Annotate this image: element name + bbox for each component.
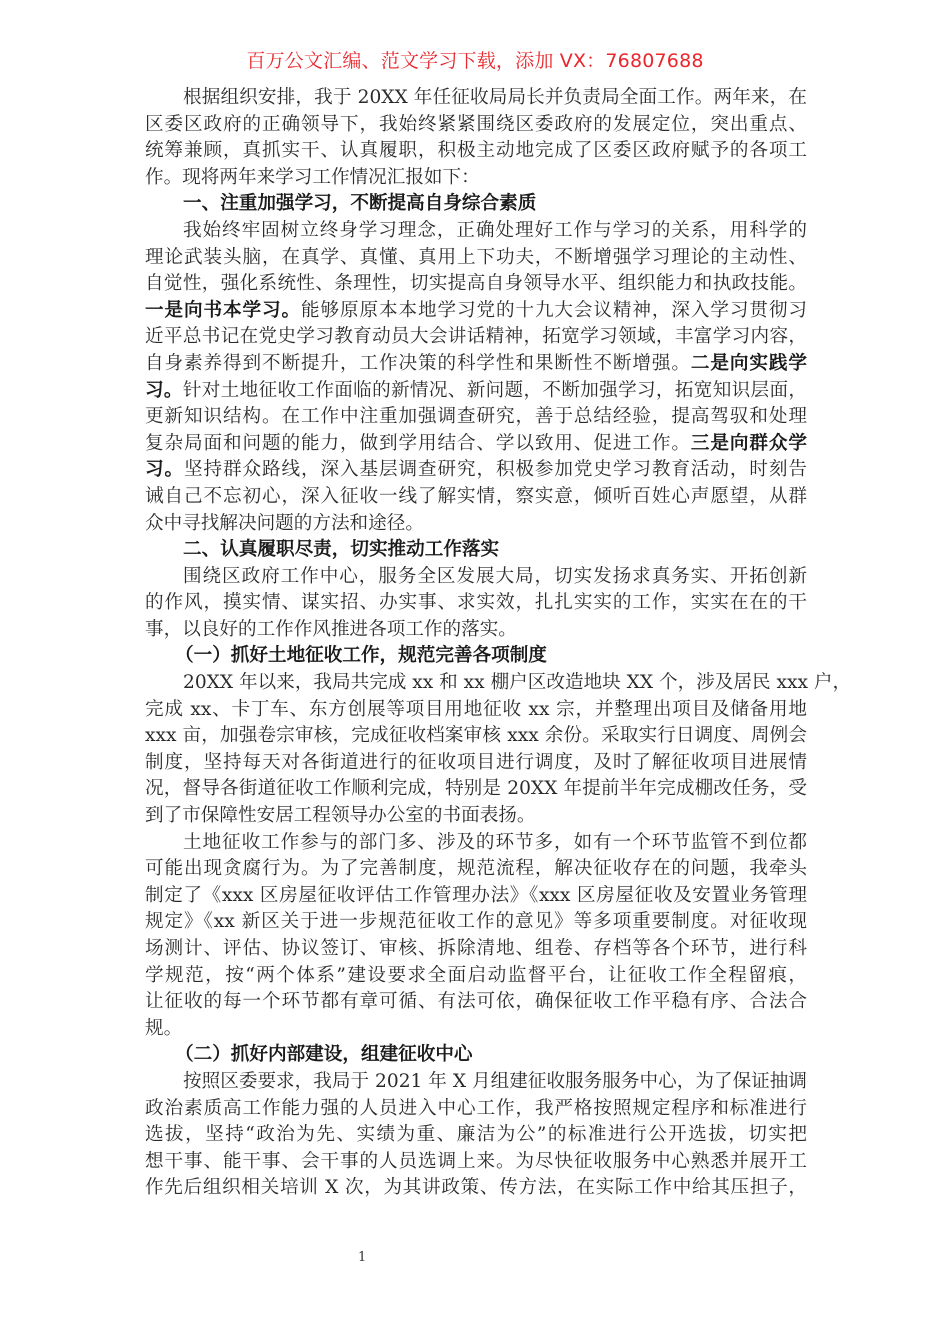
text-segment: 统筹兼顾，真抓实干、认真履职，积极主动地完成了区委区政府赋予的各项工 bbox=[145, 140, 807, 162]
text-segment: 更新知识结构。在工作中注重加强调查研究，善于总结经验，提高驾驭和处理 bbox=[145, 406, 807, 428]
text-segment: 的作风，摸实情、谋实招、办实事、求实效，扎扎实实的工作，实实在在的干 bbox=[145, 592, 807, 614]
text-segment: 场测计、评估、协议签订、审核、拆除清地、组卷、存档等各个环节，进行科 bbox=[145, 938, 807, 959]
text-line bbox=[145, 431, 807, 458]
bold-lead-phrase: 二是向实践学 bbox=[690, 352, 807, 374]
text-segment: 根据组织安排，我于 20XX 年任征收局局长并负责局全面工作。两年来，在 bbox=[183, 87, 807, 108]
text-line bbox=[145, 245, 807, 272]
text-segment: 自身素养得到不断提升，工作决策的科学性和果断性不断增强。 bbox=[145, 352, 691, 374]
section-heading bbox=[145, 191, 807, 218]
text-line bbox=[145, 564, 807, 591]
text-segment: 可能出现贪腐行为。为了完善制度，规范流程，解决征收存在的问题，我牵头 bbox=[145, 858, 807, 880]
text-line bbox=[145, 378, 807, 405]
text-segment: 土地征收工作参与的部门多、涉及的环节多，如有一个环节监管不到位都 bbox=[183, 831, 807, 853]
text-line bbox=[145, 298, 807, 325]
text-line bbox=[145, 723, 807, 750]
section-heading bbox=[145, 537, 807, 564]
text-segment: 制度，坚持每天对各街道进行的征收项目进行调度，及时了解征收项目进展情 bbox=[145, 751, 807, 773]
text-line bbox=[145, 351, 807, 378]
text-segment: 事，以良好的工作作风推进各项工作的落实。 bbox=[145, 618, 517, 640]
text-segment: 能够原原本本地学习党的十九大会议精神，深入学习贯彻习 bbox=[300, 299, 807, 321]
text-line bbox=[145, 670, 852, 697]
text-line bbox=[145, 85, 807, 112]
text-line bbox=[145, 271, 807, 298]
text-segment: 针对土地征收工作面临的新情况、新问题，不断加强学习，拓宽知识层面， bbox=[182, 379, 807, 401]
text-segment: （二）抓好内部建设，组建征收中心 bbox=[175, 1044, 473, 1066]
text-line bbox=[145, 1069, 807, 1096]
text-segment: 坚持群众路线，深入基层调查研究，积极参加党史学习教育活动，时刻告 bbox=[184, 459, 807, 481]
text-line bbox=[145, 457, 807, 484]
text-segment: 近平总书记在党史学习教育动员大会讲话精神，拓宽学习领域，丰富学习内容， bbox=[145, 326, 807, 348]
text-segment: 政治素质高工作能力强的人员进入中心工作，我严格按照规定程序和标准进行 bbox=[145, 1097, 807, 1119]
text-segment: 围绕区政府工作中心，服务全区发展大局，切实发扬求真务实、开拓创新 bbox=[183, 565, 807, 587]
text-line bbox=[145, 138, 807, 165]
text-segment: 我始终牢固树立终身学习理念，正确处理好工作与学习的关系，用科学的 bbox=[183, 219, 807, 241]
text-segment: 选拔，坚持“政治为先、实绩为重、廉洁为公”的标准进行公开选拔，切实把 bbox=[145, 1124, 807, 1146]
text-line bbox=[145, 617, 807, 644]
text-line bbox=[145, 830, 807, 857]
page-number: 1 bbox=[358, 1250, 367, 1265]
bold-lead-phrase: 三是向群众学 bbox=[690, 432, 807, 454]
bold-lead-phrase: 习。 bbox=[145, 379, 183, 401]
text-segment: 制定了《xxx 区房屋征收评估工作管理办法》《xxx 区房屋征收及安置业务管理 bbox=[145, 884, 807, 906]
text-line bbox=[145, 697, 807, 724]
text-segment: 让征收的每一个环节都有章可循、有法可依，确保征收工作平稳有序、合法合 bbox=[145, 991, 807, 1013]
text-line bbox=[145, 909, 807, 936]
text-line bbox=[145, 750, 807, 777]
text-line bbox=[145, 112, 807, 139]
section-heading bbox=[145, 643, 807, 670]
text-segment: 学规范，按“两个体系”建设要求全面启动监督平台，让征收工作全程留痕， bbox=[145, 964, 807, 986]
text-segment: 诫自己不忘初心，深入征收一线了解实情，察实意，倾听百姓心声愿望，从群 bbox=[145, 485, 807, 507]
text-segment: 按照区委要求，我局于 2021 年 X 月组建征收服务服务中心，为了保证抽调 bbox=[183, 1070, 807, 1092]
text-segment: 到了市保障性安居工程领导办公室的书面表扬。 bbox=[145, 805, 536, 827]
text-line bbox=[145, 1122, 807, 1149]
text-line bbox=[145, 484, 807, 511]
text-segment: 作先后组织相关培训 X 次，为其讲政策、传方法，在实际工作中给其压担子， bbox=[145, 1177, 807, 1199]
document-body bbox=[145, 85, 852, 1202]
text-line bbox=[145, 165, 807, 192]
text-line bbox=[145, 1016, 807, 1043]
text-line bbox=[145, 803, 807, 830]
bold-lead-phrase: 习。 bbox=[145, 459, 184, 481]
section-heading bbox=[145, 1042, 807, 1069]
text-line bbox=[145, 883, 807, 910]
text-line bbox=[145, 324, 807, 351]
text-segment: 自觉性，强化系统性、条理性，切实提高自身领导水平、组织能力和执政技能。 bbox=[145, 273, 807, 295]
text-segment: 复杂局面和问题的能力，做到学用结合、学以致用、促进工作。 bbox=[145, 432, 691, 454]
text-segment: 规。 bbox=[145, 1017, 183, 1039]
text-line bbox=[145, 936, 807, 963]
download-banner: 百万公文汇编、范文学习下载，添加 VX：76807688 bbox=[246, 50, 704, 72]
text-segment: 众中寻找解决问题的方法和途径。 bbox=[145, 512, 424, 534]
text-segment: 20XX 年以来，我局共完成 xx 和 xx 棚户区改造地块 XX 个，涉及居民 xxx 户， bbox=[183, 672, 852, 694]
text-line bbox=[145, 1096, 807, 1123]
text-line bbox=[145, 1175, 807, 1202]
text-line bbox=[145, 989, 807, 1016]
text-line bbox=[145, 404, 807, 431]
text-segment: 规定》《xx 新区关于进一步规范征收工作的意见》等多项重要制度。对征收现 bbox=[145, 911, 807, 933]
text-segment: （一）抓好土地征收工作，规范完善各项制度 bbox=[175, 645, 547, 667]
text-segment: xxx 亩，加强卷宗审核，完成征收档案审核 xxx 余份。采取实行日调度、周例会 bbox=[145, 725, 807, 747]
text-segment: 完成 xx、卡丁车、东方创展等项目用地征收 xx 宗，并整理出项目及储备用地 bbox=[145, 698, 807, 720]
text-line bbox=[145, 856, 807, 883]
bold-lead-phrase: 一是向书本学习。 bbox=[145, 299, 301, 321]
text-segment: 一、注重加强学习，不断提高自身综合素质 bbox=[183, 193, 537, 215]
text-segment: 二、认真履职尽责，切实推动工作落实 bbox=[183, 539, 500, 561]
text-segment: 作。现将两年来学习工作情况汇报如下： bbox=[145, 166, 480, 188]
text-line bbox=[145, 1149, 807, 1176]
text-line bbox=[145, 590, 807, 617]
text-line bbox=[145, 218, 807, 245]
text-line bbox=[145, 511, 807, 538]
text-segment: 理论武装头脑，在真学、真懂、真用上下功夫，不断增强学习理论的主动性、 bbox=[145, 246, 807, 268]
text-segment: 想干事、能干事、会干事的人员选调上来。为尽快征收服务中心熟悉并展开工 bbox=[145, 1150, 807, 1172]
text-segment: 区委区政府的正确领导下，我始终紧紧围绕区委政府的发展定位，突出重点、 bbox=[145, 113, 807, 135]
text-line bbox=[145, 963, 807, 990]
text-segment: 况，督导各街道征收工作顺利完成，特别是 20XX 年提前半年完成棚改任务，受 bbox=[145, 778, 807, 800]
text-line bbox=[145, 776, 807, 803]
